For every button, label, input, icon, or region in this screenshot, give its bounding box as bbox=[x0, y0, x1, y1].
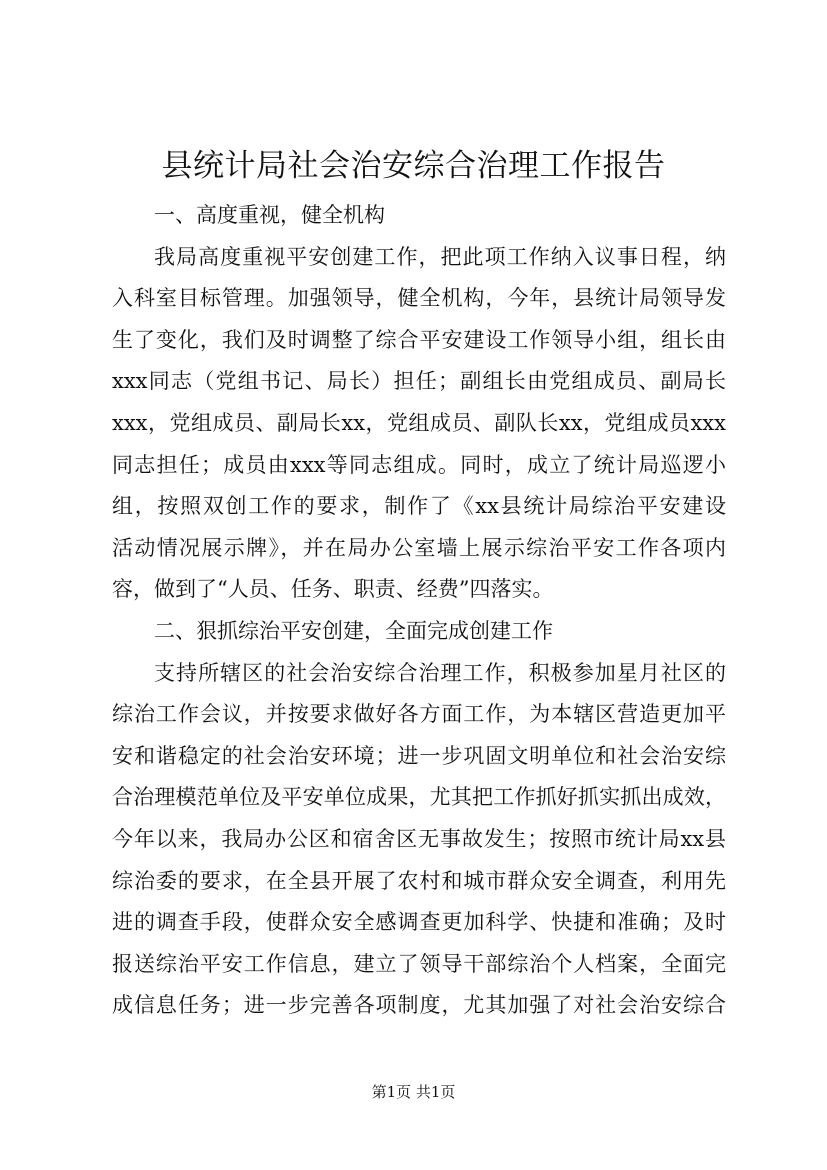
section-heading-2: 二、狠抓综治平安创建，全面完成创建工作 bbox=[154, 618, 553, 643]
paragraph-line: 同志担任；成员由xxx等同志组成。同时，成立了统计局巡逻小 bbox=[112, 452, 726, 477]
paragraph-line: 生了变化，我们及时调整了综合平安建设工作领导小组，组长由 bbox=[112, 327, 726, 352]
paragraph-line: 进的调查手段，使群众安全感调查更加科学、快捷和准确；及时 bbox=[112, 910, 726, 935]
paragraph-line: 支持所辖区的社会治安综合治理工作，积极参加星月社区的 bbox=[154, 660, 726, 685]
paragraph-line: 容，做到了“人员、任务、职责、经费”四落实。 bbox=[112, 577, 554, 602]
paragraph-line: xxx同志（党组书记、局长）担任；副组长由党组成员、副局长 bbox=[112, 369, 726, 394]
document-body bbox=[112, 195, 726, 1027]
paragraph-line: 活动情况展示牌》，并在局办公室墙上展示综治平安工作各项内 bbox=[112, 535, 726, 560]
paragraph-line: 安和谐稳定的社会治安环境；进一步巩固文明单位和社会治安综 bbox=[112, 743, 726, 768]
paragraph-line: 今年以来，我局办公区和宿舍区无事故发生；按照市统计局xx县 bbox=[112, 826, 726, 851]
paragraph-line: 我局高度重视平安创建工作，把此项工作纳入议事日程，纳 bbox=[154, 244, 726, 269]
paragraph-line: 组，按照双创工作的要求，制作了《xx县统计局综治平安建设 bbox=[112, 494, 726, 519]
page-number-footer: 第1页 共1页 bbox=[371, 1083, 456, 1101]
paragraph-line: 成信息任务；进一步完善各项制度，尤其加强了对社会治安综合 bbox=[112, 993, 726, 1018]
paragraph-line: 综治工作会议，并按要求做好各方面工作，为本辖区营造更加平 bbox=[112, 702, 726, 727]
paragraph-line: 合治理模范单位及平安单位成果，尤其把工作抓好抓实抓出成效， bbox=[112, 785, 726, 810]
document-title: 县统计局社会治安综合治理工作报告 bbox=[161, 148, 666, 184]
paragraph-line: 入科室目标管理。加强领导，健全机构，今年，县统计局领导发 bbox=[112, 286, 726, 311]
section-heading-1: 一、高度重视，健全机构 bbox=[154, 203, 385, 227]
paragraph-line: 报送综治平安工作信息，建立了领导干部综治个人档案，全面完 bbox=[112, 951, 726, 976]
paragraph-line: 综治委的要求，在全县开展了农村和城市群众安全调查，利用先 bbox=[112, 868, 726, 893]
paragraph-line: xxx，党组成员、副局长xx，党组成员、副队长xx，党组成员xxx bbox=[112, 410, 726, 435]
